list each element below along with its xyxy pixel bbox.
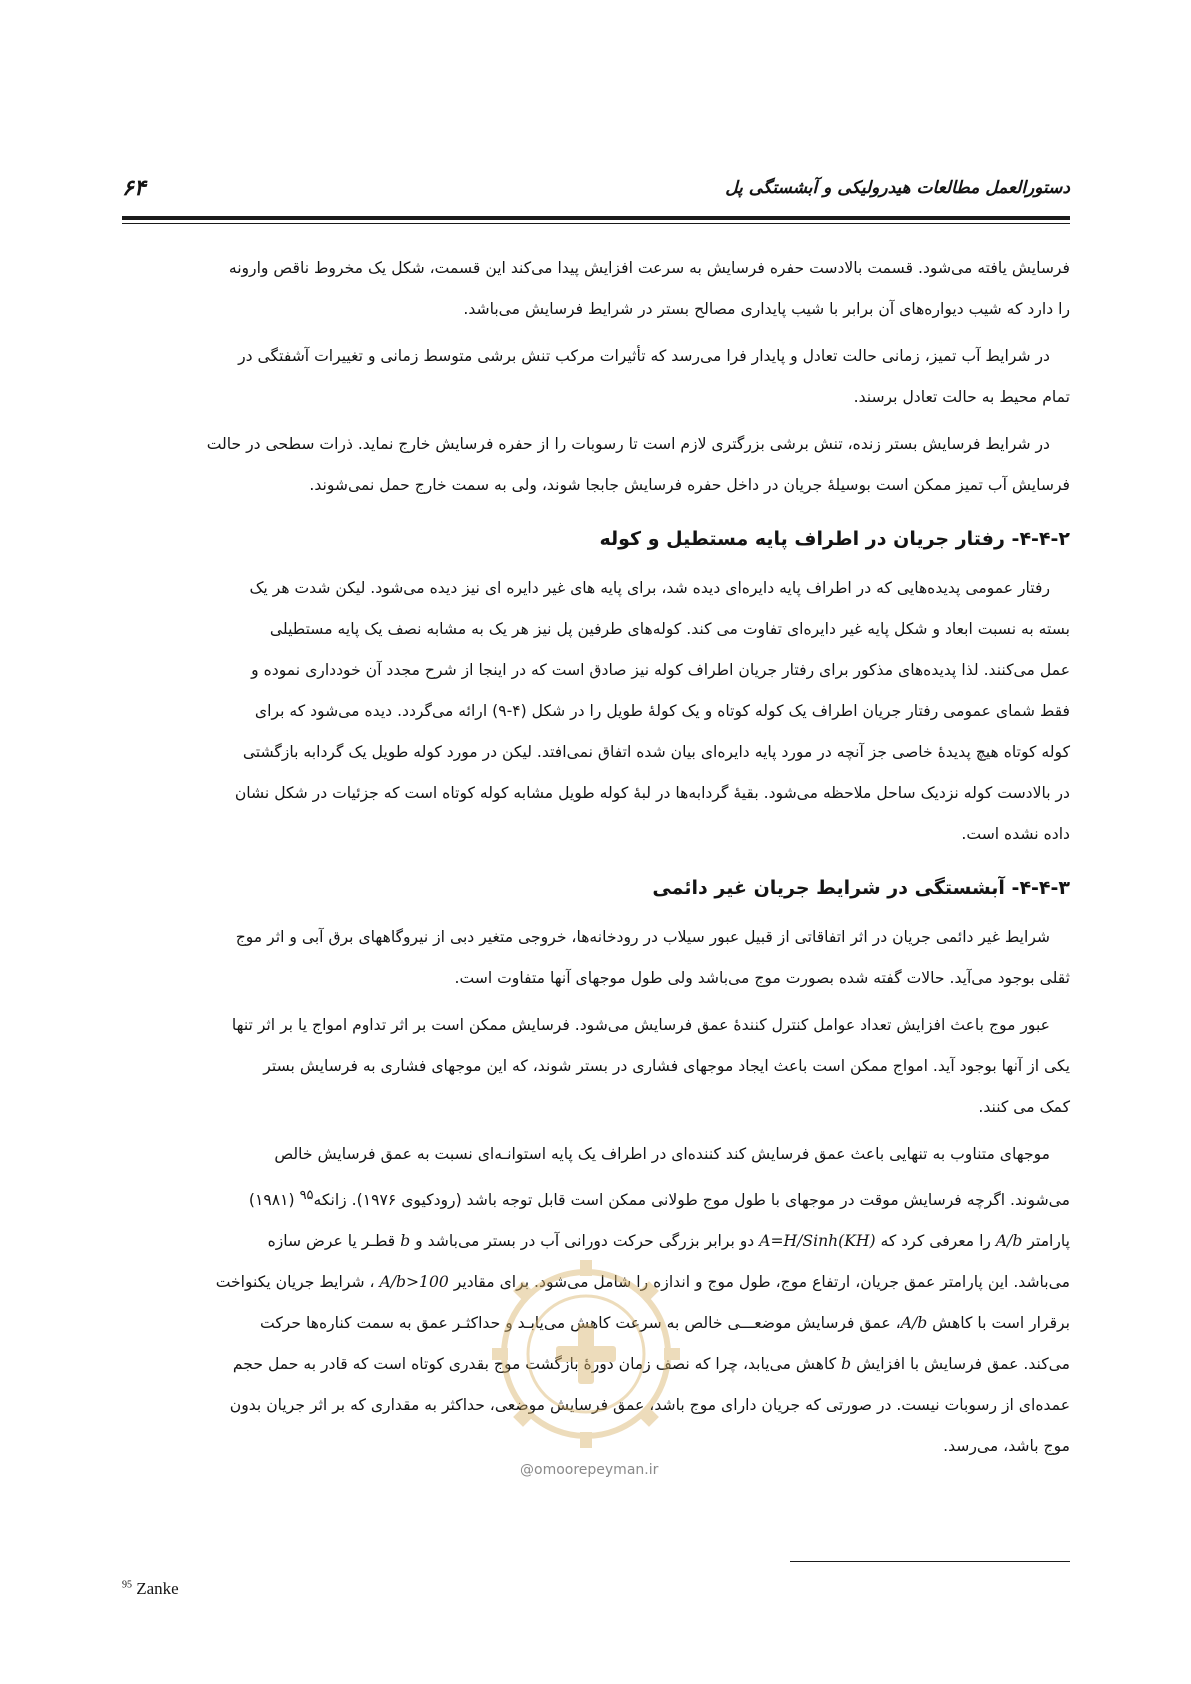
paragraph-4-line-5: کوله کوتاه هیچ پدیدهٔ خاصی جز آنچه در مورد پایه دایره‌ای بیان شده اتفاق نمی‌افتد. لیکن در مورد کوله طویل یک گردابه بازگشتی (242, 743, 1070, 761)
text-run: ، عمق فرسایش موضعـــی خالص به سرعت کاهش می‌یابـد و حداکثـر عمق به سمت کناره‌ها حرکت (260, 1314, 901, 1333)
paragraph-6-line-3: کمک می کنند. (978, 1098, 1070, 1116)
paragraph-4-line-3: عمل می‌کنند. لذا پدیده‌های مذکور برای رفتار جریان اطراف کوله نیز صادق است که در اینجا از شرح مجدد آن خودداری نموده و (251, 661, 1070, 679)
text-run: برقرار است با کاهش (927, 1314, 1070, 1333)
math-expression: A/b>100 (379, 1273, 449, 1292)
section-heading-4-4-2: ۴-۴-۲- رفتار جریان در اطراف پایه مستطیل و کوله (599, 528, 1070, 550)
paragraph-3-line-2: فرسایش آب تمیز ممکن است بوسیلهٔ جریان در داخل حفره فرسایش جابجا شوند، ولی به سمت خارج حمل نمی‌شوند. (309, 476, 1070, 494)
text-run: (۱۹۸۱) (248, 1191, 300, 1210)
header-rule-thick (122, 216, 1070, 220)
paragraph-7-line-8: موج باشد، می‌رسد. (943, 1437, 1070, 1456)
document-body (122, 248, 1070, 1467)
paragraph-7-line-7: عمده‌ای از رسوبات نیست. در صورتی که جریان دارای موج باشد، عمق فرسایش موضعی، حداکثر به مقداری که بر اثر جریان بدون (229, 1396, 1070, 1415)
paragraph-1-line-1: فرسایش یافته می‌شود. قسمت بالادست حفره فرسایش به سرعت افزایش پیدا می‌کند این قسمت، شکل یک مخروط ناقص وارونه (228, 259, 1070, 277)
text-run: کاهش می‌یابد، چرا که نصف زمان دورهٔ بازگشت موج بقدری کوتاه است که قادر به حمل حجم (232, 1355, 842, 1374)
header-title: دستورالعمل مطالعات هیدرولیکی و آبشستگی پل (725, 178, 1070, 198)
text-run: پارامتر (1022, 1232, 1070, 1251)
paragraph-2-line-2: تمام محیط به حالت تعادل برسند. (853, 388, 1070, 406)
math-expression: A=H/Sinh(KH) (759, 1232, 876, 1251)
paragraph-6-line-1: عبور موج باعث افزایش تعداد عوامل کنترل کنندهٔ عمق فرسایش می‌شود. فرسایش ممکن است بر اثر تداوم امواج یا بر اثر تنها (231, 1016, 1050, 1034)
paragraph-7-line-5 (122, 1303, 1070, 1344)
footnote-number: 95 (122, 1579, 132, 1591)
watermark-url: @omoorepeyman.ir (520, 1462, 659, 1478)
paragraph-1-line-2: را دارد که شیب دیواره‌های آن برابر با شیب پایداری مصالح بستر در شرایط فرسایش می‌باشد. (463, 300, 1070, 318)
footnote-text: Zanke (132, 1579, 179, 1598)
paragraph-4-line-7: داده نشده است. (961, 825, 1070, 843)
math-expression: b (400, 1232, 411, 1251)
paragraph-7-line-6 (122, 1344, 1070, 1385)
math-expression: b (841, 1355, 852, 1374)
paragraph-5-line-2: ثقلی بوجود می‌آید. حالات گفته شده بصورت موج می‌باشد ولی طول موجهای آنها متفاوت است. (454, 969, 1070, 987)
header-rule-thin (122, 223, 1070, 224)
footnote (122, 1579, 179, 1599)
paragraph-4-line-6: در بالادست کوله نزدیک ساحل ملاحظه می‌شود. بقیهٔ گردابه‌ها در لبهٔ کوله طویل مشابه کوله کوتاه است که جزئیات در شکل نشان (234, 784, 1070, 802)
footnote-marker: ۹۵ (299, 1188, 314, 1203)
paragraph-3-line-1: در شرایط فرسایش بستر زنده، تنش برشی بزرگتری لازم است تا رسوبات را از حفره فرسایش خارج نماید. ذرات سطحی در حالت (206, 435, 1050, 453)
text-run: قطـر یا عرض سازه (267, 1232, 401, 1251)
text-run: می‌شوند. اگرچه فرسایش موقت در موجهای با طول موج طولانی ممکن است قابل توجه باشد (رودکیوی ۱۹۷۶). زانکه (313, 1191, 1070, 1210)
page-number: ۶۴ (122, 176, 146, 201)
section-heading-4-4-3: ۴-۴-۳- آبشستگی در شرایط جریان غیر دائمی (652, 877, 1070, 899)
paragraph-7-line-1: موجهای متناوب به تنهایی باعث عمق فرسایش کند کننده‌ای در اطراف یک پایه استوانـه‌ای نسبت به عمق فرسایش خالص (274, 1145, 1050, 1163)
paragraph-2-line-1: در شرایط آب تمیز، زمانی حالت تعادل و پایدار فرا می‌رسد که تأثیرات مرکب تنش برشی متوسط زمانی و تغییرات آشفتگی در (238, 347, 1050, 365)
text-run: می‌باشد. این پارامتر عمق جریان، ارتفاع موج، طول موج و اندازه را شامل می‌شود. برای مقادیر (448, 1273, 1070, 1292)
paragraph-7-line-3 (122, 1221, 1070, 1262)
paragraph-6-line-2: یکی از آنها بوجود آید. امواج ممکن است باعث ایجاد موجهای فشاری در بستر شوند، که این موجهای فشاری به فرسایش بستر (263, 1057, 1070, 1075)
paragraph-4-line-4: فقط شمای عمومی رفتار جریان اطراف یک کوله کوتاه و یک کولهٔ طویل را در شکل (۴-۹) ارائه می‌گردد. دیده می‌شود که برای (254, 702, 1070, 720)
paragraph-7-line-2 (122, 1175, 1070, 1221)
text-run: را معرفی کرد که (875, 1232, 996, 1251)
math-expression: A/b (900, 1314, 928, 1333)
math-expression: A/b (995, 1232, 1023, 1251)
paragraph-4-line-2: بسته به نسبت ابعاد و شکل پایه غیر دایره‌ای تفاوت می کند. کوله‌های طرفین پل نیز هر یک به مشابه نصف یک پایه مستطیلی (269, 620, 1070, 638)
text-run: می‌کند. عمق فرسایش با افزایش (851, 1355, 1070, 1374)
paragraph-5-line-1: شرایط غیر دائمی جریان در اثر اتفاقاتی از قبیل عبور سیلاب در رودخانه‌ها، خروجی متغیر دبی از نیروگاههای برق آبی و اثر موج (235, 928, 1050, 946)
footnote-rule (790, 1561, 1070, 1562)
text-run: ، شرایط جریان یکنواخت (215, 1273, 380, 1292)
paragraph-4-line-1: رفتار عمومی پدیده‌هایی که در اطراف پایه دایره‌ای دیده شد، برای پایه های غیر دایره ای نیز دیده می‌شود. لیکن شدت هر یک (249, 579, 1050, 597)
text-run: دو برابر بزرگی حرکت دورانی آب در بستر می‌باشد و (410, 1232, 760, 1251)
running-header (122, 176, 1070, 216)
paragraph-7-line-4 (122, 1262, 1070, 1303)
